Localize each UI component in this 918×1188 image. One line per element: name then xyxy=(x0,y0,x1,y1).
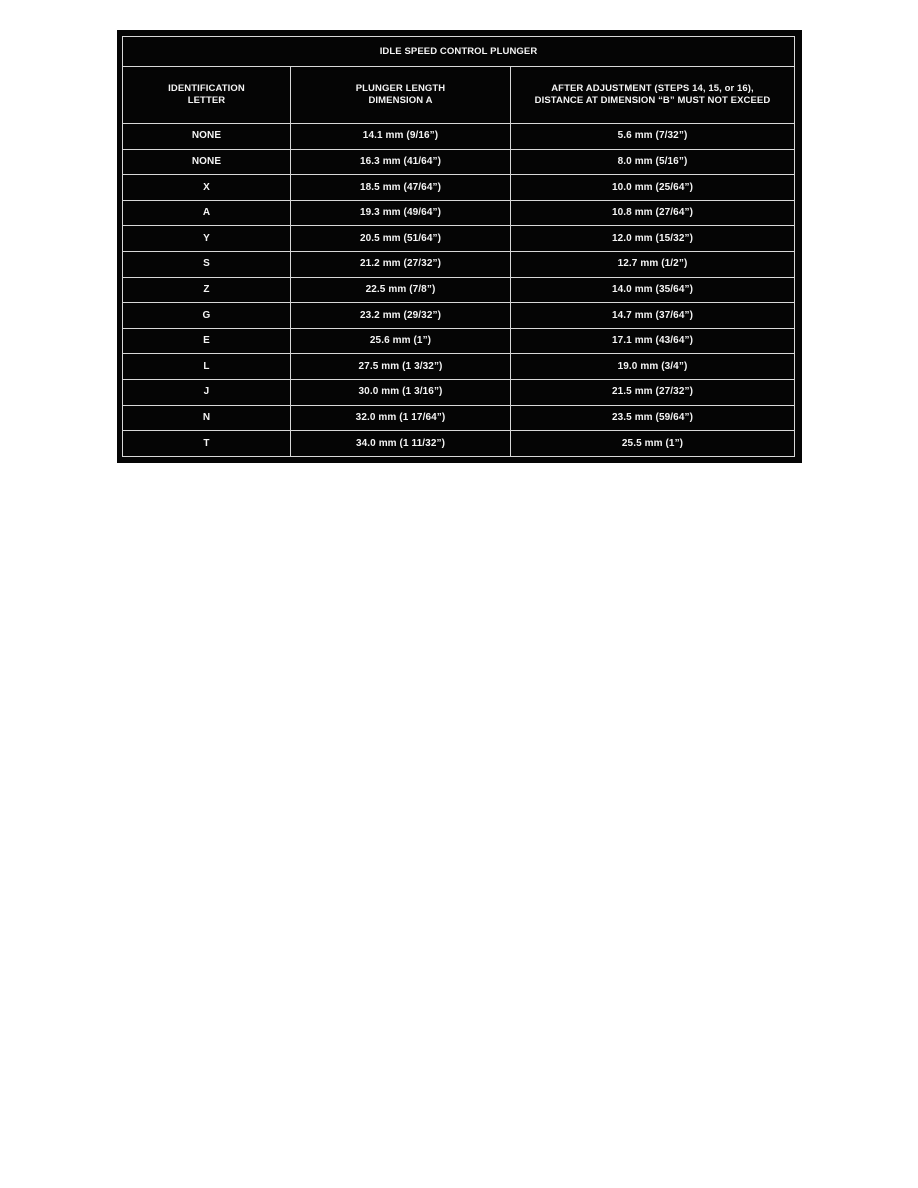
max-distance-cell: 8.0 mm (5/16”) xyxy=(511,149,795,175)
plunger-length-cell: 27.5 mm (1 3/32”) xyxy=(291,354,511,380)
table-title-row xyxy=(123,37,795,67)
max-distance-cell: 19.0 mm (3/4”) xyxy=(511,354,795,380)
plunger-length-cell: 20.5 mm (51/64”) xyxy=(291,226,511,252)
table-row xyxy=(123,380,795,406)
max-distance-cell: 5.6 mm (7/32”) xyxy=(511,124,795,150)
table-body xyxy=(123,124,795,457)
table-row xyxy=(123,405,795,431)
identification-letter-cell: A xyxy=(123,200,291,226)
identification-letter-cell: L xyxy=(123,354,291,380)
max-distance-cell: 21.5 mm (27/32”) xyxy=(511,380,795,406)
spec-table-frame xyxy=(117,30,802,463)
column-header-line: DISTANCE AT DIMENSION “B” MUST NOT EXCEED xyxy=(534,95,771,106)
column-header-line: PLUNGER LENGTH xyxy=(355,83,446,94)
identification-letter-cell: Y xyxy=(123,226,291,252)
table-row xyxy=(123,328,795,354)
plunger-length-cell: 30.0 mm (1 3/16”) xyxy=(291,380,511,406)
plunger-length-cell: 14.1 mm (9/16”) xyxy=(291,124,511,150)
max-distance-cell: 14.7 mm (37/64”) xyxy=(511,303,795,329)
max-distance-cell: 17.1 mm (43/64”) xyxy=(511,328,795,354)
identification-letter-cell: E xyxy=(123,328,291,354)
identification-letter-cell: S xyxy=(123,252,291,278)
column-header-line: AFTER ADJUSTMENT (STEPS 14, 15, or 16), xyxy=(551,83,754,94)
max-distance-cell: 12.7 mm (1/2”) xyxy=(511,252,795,278)
table-title: IDLE SPEED CONTROL PLUNGER xyxy=(123,37,795,67)
max-distance-cell: 25.5 mm (1”) xyxy=(511,431,795,457)
table-row xyxy=(123,277,795,303)
identification-letter-cell: NONE xyxy=(123,124,291,150)
column-header-line: IDENTIFICATION xyxy=(168,83,245,94)
column-header-plunger-length xyxy=(291,67,511,124)
column-header-identification-letter xyxy=(123,67,291,124)
identification-letter-cell: T xyxy=(123,431,291,457)
plunger-length-cell: 25.6 mm (1”) xyxy=(291,328,511,354)
plunger-length-cell: 32.0 mm (1 17/64”) xyxy=(291,405,511,431)
identification-letter-cell: J xyxy=(123,380,291,406)
identification-letter-cell: X xyxy=(123,175,291,201)
table-row xyxy=(123,354,795,380)
plunger-length-cell: 19.3 mm (49/64”) xyxy=(291,200,511,226)
table-row xyxy=(123,252,795,278)
plunger-length-cell: 18.5 mm (47/64”) xyxy=(291,175,511,201)
plunger-length-cell: 22.5 mm (7/8”) xyxy=(291,277,511,303)
table-row xyxy=(123,226,795,252)
table-row xyxy=(123,149,795,175)
table-row xyxy=(123,200,795,226)
max-distance-cell: 14.0 mm (35/64”) xyxy=(511,277,795,303)
table-row xyxy=(123,124,795,150)
table-header-row xyxy=(123,67,795,124)
table-row xyxy=(123,303,795,329)
identification-letter-cell: G xyxy=(123,303,291,329)
column-header-line: LETTER xyxy=(187,95,226,106)
identification-letter-cell: NONE xyxy=(123,149,291,175)
plunger-length-cell: 23.2 mm (29/32”) xyxy=(291,303,511,329)
plunger-length-cell: 21.2 mm (27/32”) xyxy=(291,252,511,278)
max-distance-cell: 23.5 mm (59/64”) xyxy=(511,405,795,431)
column-header-max-distance xyxy=(511,67,795,124)
identification-letter-cell: Z xyxy=(123,277,291,303)
table-row xyxy=(123,175,795,201)
plunger-length-cell: 16.3 mm (41/64”) xyxy=(291,149,511,175)
max-distance-cell: 12.0 mm (15/32”) xyxy=(511,226,795,252)
table-row xyxy=(123,431,795,457)
idle-speed-control-plunger-table xyxy=(122,36,795,457)
column-header-line: DIMENSION A xyxy=(368,95,433,106)
identification-letter-cell: N xyxy=(123,405,291,431)
max-distance-cell: 10.0 mm (25/64”) xyxy=(511,175,795,201)
plunger-length-cell: 34.0 mm (1 11/32”) xyxy=(291,431,511,457)
max-distance-cell: 10.8 mm (27/64”) xyxy=(511,200,795,226)
